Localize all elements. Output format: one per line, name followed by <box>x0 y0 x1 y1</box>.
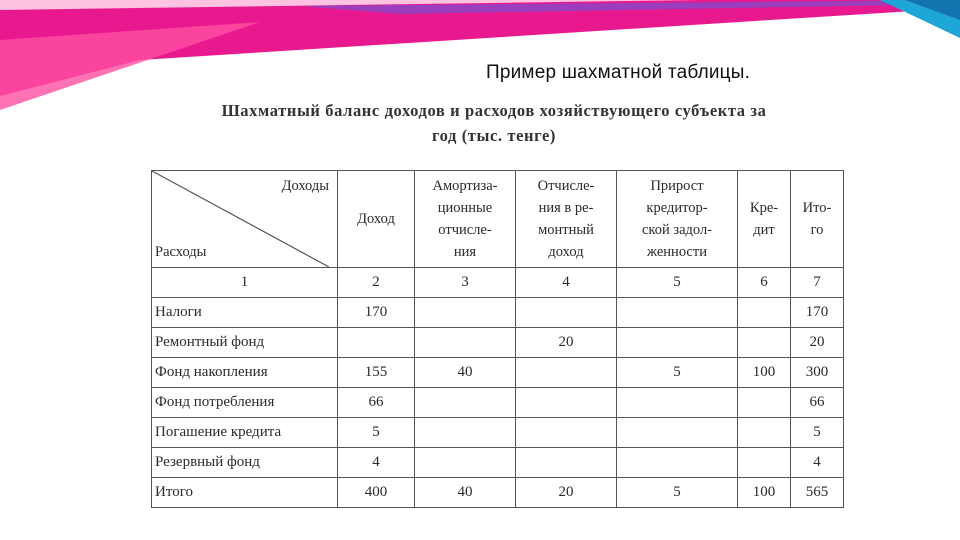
table-cell: 5 <box>791 418 844 448</box>
column-header-line: Ито- <box>802 200 832 216</box>
column-header-line: Амортиза- <box>432 178 498 194</box>
table-cell: 4 <box>338 448 415 478</box>
column-header <box>516 171 617 268</box>
column-header <box>791 171 844 268</box>
table-row <box>152 418 844 448</box>
table-cell: 4 <box>791 448 844 478</box>
column-header-line: ской задол- <box>641 222 713 238</box>
corner-header-cell <box>152 171 338 268</box>
document-heading-line2: год (тыс. тенге) <box>431 126 556 145</box>
table-cell <box>617 298 738 328</box>
table-cell: 400 <box>338 478 415 508</box>
scanned-document <box>88 90 870 530</box>
column-number: 4 <box>516 268 617 298</box>
table-cell <box>617 448 738 478</box>
column-header-line: кредитор- <box>646 200 708 216</box>
corner-label-income: Доходы <box>281 178 329 194</box>
table-row <box>152 358 844 388</box>
column-header <box>617 171 738 268</box>
row-label: Итого <box>152 478 338 508</box>
column-header-line: Кре- <box>749 200 779 216</box>
table-cell: 100 <box>738 358 791 388</box>
column-header-line: ционные <box>437 200 493 216</box>
column-header-line: дит <box>753 222 775 238</box>
column-header-line: Отчисле- <box>537 178 595 194</box>
column-header-line: отчисле- <box>438 222 492 238</box>
row-label: Погашение кредита <box>152 418 338 448</box>
column-number: 2 <box>338 268 415 298</box>
column-header-line: ния <box>453 244 477 260</box>
table-cell: 170 <box>791 298 844 328</box>
row-label: Фонд потребления <box>152 388 338 418</box>
table-cell: 66 <box>338 388 415 418</box>
column-number: 7 <box>791 268 844 298</box>
column-header <box>338 171 415 268</box>
row-label: Ремонтный фонд <box>152 328 338 358</box>
column-number: 6 <box>738 268 791 298</box>
table-cell: 40 <box>415 478 516 508</box>
column-header-line: го <box>810 222 824 238</box>
corner-label-expenses: Расходы <box>155 244 207 260</box>
table-cell: 100 <box>738 478 791 508</box>
table-cell: 20 <box>516 478 617 508</box>
column-number: 1 <box>152 268 338 298</box>
table-cell: 5 <box>617 358 738 388</box>
table-cell <box>415 448 516 478</box>
table-header-row <box>152 171 844 268</box>
table-cell <box>516 388 617 418</box>
table-cell: 565 <box>791 478 844 508</box>
table-row <box>152 388 844 418</box>
table-cell <box>617 328 738 358</box>
table-cell: 300 <box>791 358 844 388</box>
table-cell <box>617 388 738 418</box>
table-cell <box>516 448 617 478</box>
table-cell <box>415 418 516 448</box>
column-number: 3 <box>415 268 516 298</box>
row-label: Резервный фонд <box>152 448 338 478</box>
table-cell <box>738 388 791 418</box>
slide-title: Пример шахматной таблицы. <box>486 62 751 83</box>
document-heading <box>148 98 840 148</box>
table-cell: 20 <box>516 328 617 358</box>
table-cell <box>516 298 617 328</box>
table-cell: 5 <box>617 478 738 508</box>
row-label: Налоги <box>152 298 338 328</box>
column-header-line: Доход <box>357 211 395 227</box>
table-cell <box>738 418 791 448</box>
table-cell <box>738 298 791 328</box>
column-header <box>415 171 516 268</box>
table-cell: 40 <box>415 358 516 388</box>
table-cell: 20 <box>791 328 844 358</box>
column-header-line: монтный <box>538 222 594 238</box>
row-label: Фонд накопления <box>152 358 338 388</box>
table-cell <box>415 298 516 328</box>
table-cell: 5 <box>338 418 415 448</box>
table-cell: 155 <box>338 358 415 388</box>
column-number-row <box>152 268 844 298</box>
column-header <box>738 171 791 268</box>
column-number: 5 <box>617 268 738 298</box>
table-cell <box>516 418 617 448</box>
column-header-line: женности <box>647 244 707 260</box>
table-cell <box>338 328 415 358</box>
table-row <box>152 448 844 478</box>
column-header-line: ния в ре- <box>538 200 594 216</box>
table-cell <box>738 328 791 358</box>
table-cell <box>617 418 738 448</box>
table-row-total <box>152 478 844 508</box>
table-cell <box>415 388 516 418</box>
table-cell: 66 <box>791 388 844 418</box>
column-header-line: Прирост <box>650 178 704 194</box>
table-row <box>152 328 844 358</box>
chess-balance-table <box>151 170 844 508</box>
table-cell: 170 <box>338 298 415 328</box>
document-heading-line1: Шахматный баланс доходов и расходов хозяйствующего субъекта за <box>221 101 767 120</box>
table-cell <box>516 358 617 388</box>
column-header-line: доход <box>548 244 584 260</box>
table-cell <box>415 328 516 358</box>
table-row <box>152 298 844 328</box>
table-cell <box>738 448 791 478</box>
